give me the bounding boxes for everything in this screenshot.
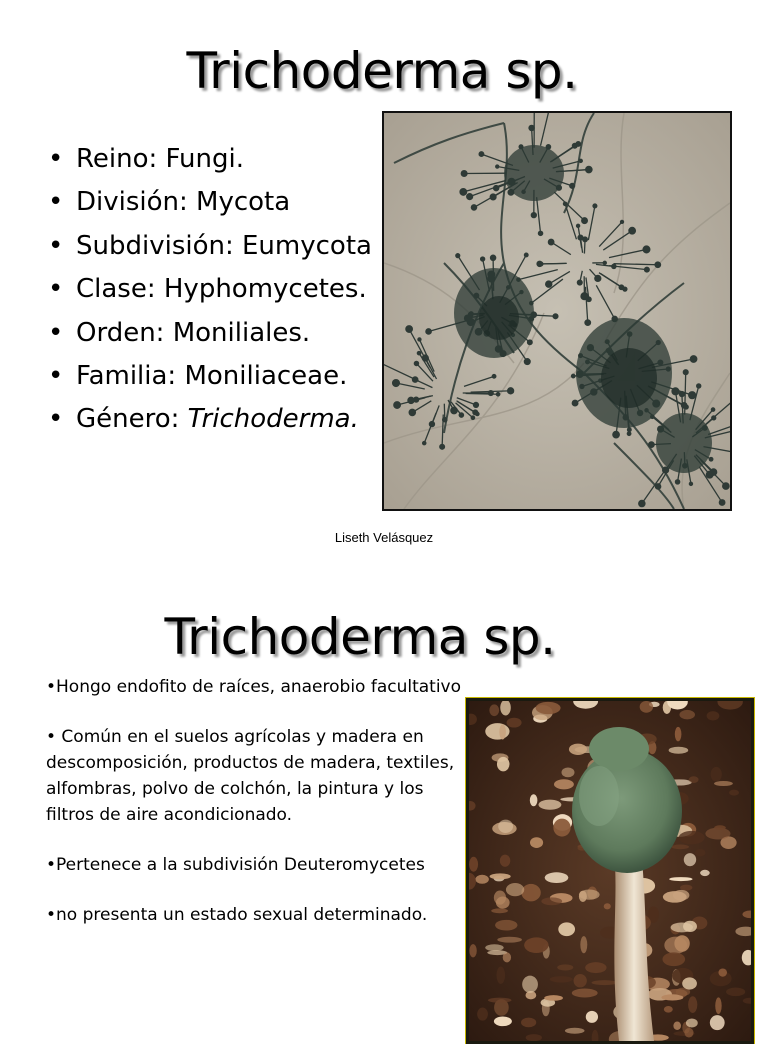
list-item: •Pertenece a la subdivisión Deuteromycetes [46,852,466,878]
microscope-image-icon [384,113,730,509]
list-item: •no presenta un estado sexual determinado. [46,902,466,928]
taxon-text: Orden: Moniliales. [76,318,310,348]
taxon-text: Género: [76,404,188,434]
taxonomy-list [48,138,372,442]
list-item: •Hongo endofito de raíces, anaerobio facultativo [46,674,466,700]
author-footer: Liseth Velásquez [0,530,768,545]
taxon-text: División: Mycota [76,187,290,217]
genus-name: Trichoderma. [188,404,359,434]
fungus-colony-photo [466,698,754,1044]
fungus-image-icon [469,701,751,1041]
list-item [48,268,372,311]
facts-list [46,674,466,952]
list-item [48,312,372,355]
list-item [48,398,372,441]
bullet: • [48,355,76,398]
microscope-hyphae-photo [382,111,732,511]
taxon-text: Subdivisión: Eumycota [76,231,372,261]
slide-2 [0,560,768,1024]
slide-title: Trichoderma sp. [0,42,766,100]
list-item [48,181,372,224]
bullet: • [48,268,76,311]
list-item: • Común en el suelos agrícolas y madera en descomposición, productos de madera, textiles, alfombras, polvo de colchón, la pintura y los filtros de aire acondicionado. [46,724,466,828]
bullet: • [48,225,76,268]
list-item [48,138,372,181]
slide-title: Trichoderma sp. [0,608,744,666]
list-item [48,225,372,268]
bullet: • [48,398,76,441]
taxon-text: Reino: Fungi. [76,144,244,174]
bullet: • [48,181,76,224]
bullet: • [48,312,76,355]
list-item [48,355,372,398]
taxon-text: Familia: Moniliaceae. [76,361,347,391]
taxon-text: Clase: Hyphomycetes. [76,274,367,304]
bullet: • [48,138,76,181]
